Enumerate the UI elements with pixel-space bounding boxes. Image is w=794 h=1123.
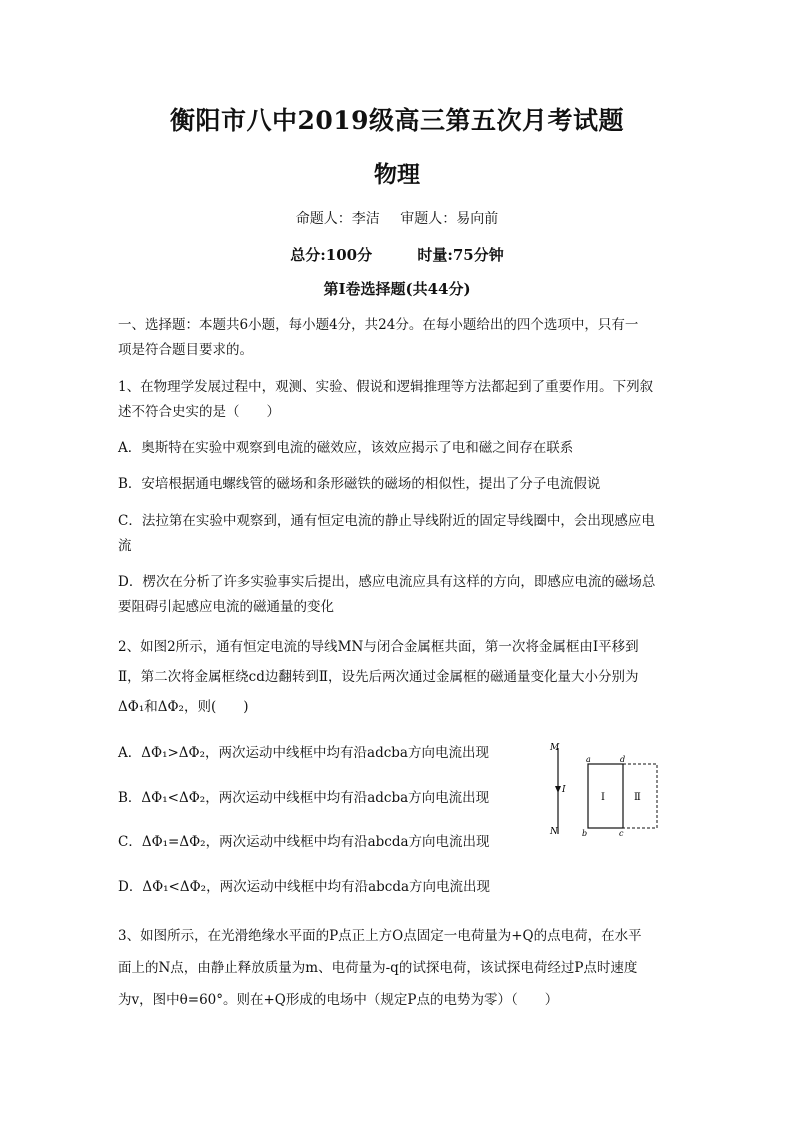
question-line: 面上的N点，由静止释放质量为m、电荷量为-q的试探电荷，该试探电荷经过P点时速度 [118,960,638,976]
question-line: 述不符合史实的是（ ） [118,404,280,420]
section-title: 第Ⅰ卷选择题(共44分) [323,280,471,298]
instructions [118,313,678,363]
question-3-stem [118,920,678,1016]
exam-title: 衡阳市八中2019级高三第五次月考试题 [169,106,625,135]
score-time-line [0,244,794,265]
option-line: D．楞次在分析了许多实验事实后提出，感应电流应具有这样的方向，即感应电流的磁场总 [118,574,656,590]
question-line: 1、在物理学发展过程中，观测、实验、假说和逻辑推理等方法都起到了重要作用。下列叙 [118,379,654,395]
question-1-option-c [118,509,678,559]
question-line: 3、如图所示，在光滑绝缘水平面的P点正上方O点固定一电荷量为+Q的点电荷，在水平 [118,928,642,944]
label-a: a [586,755,591,764]
question-1-option-b: B．安培根据通电螺线管的磁场和条形磁铁的磁场的相似性，提出了分子电流假说 [118,476,601,492]
option-line: 要阻碍引起感应电流的磁通量的变化 [118,599,334,615]
question-1-stem [118,375,678,425]
option-line: 流 [118,538,132,554]
label-c: c [619,829,624,838]
question-2-option-b: B．ΔΦ₁<ΔΦ₂，两次运动中线框中均有沿adcba方向电流出现 [118,790,490,806]
label-n: N [550,827,558,837]
reviewer: 审题人：易向前 [400,211,499,227]
label-region-1: Ⅰ [601,792,605,803]
authors-line [0,208,794,228]
question-line: 2、如图2所示，通有恒定电流的导线MN与闭合金属框共面，第一次将金属框由Ⅰ平移到 [118,639,639,655]
question-2-stem [118,632,678,722]
option-line: C．法拉第在实验中观察到，通有恒定电流的静止导线附近的固定导线圈中，会出现感应电 [118,513,655,529]
question-2-option-d: D．ΔΦ₁<ΔΦ₂，两次运动中线框中均有沿abcda方向电流出现 [118,879,491,895]
question-line: ΔΦ₁和ΔΦ₂，则( ) [118,699,249,715]
label-region-2: Ⅱ [634,792,641,803]
question-2-figure [548,740,664,838]
label-d: d [620,755,626,764]
instructions-line: 项是符合题目要求的。 [118,342,253,358]
question-line: 为v，图中θ=60°。则在+Q形成的电场中（规定P点的电势为零）（ ） [118,992,559,1008]
instructions-line: 一、选择题：本题共6小题，每小题4分，共24分。在每小题给出的四个选项中，只有一 [118,317,639,333]
label-b: b [582,829,588,838]
question-1-option-a: A．奥斯特在实验中观察到电流的磁效应，该效应揭示了电和磁之间存在联系 [118,440,574,456]
total-score: 总分:100分 [290,246,373,264]
label-i: I [562,785,566,795]
time-limit: 时量:75分钟 [417,246,504,264]
subject-title: 物理 [374,161,420,188]
frame-region-1 [588,764,623,828]
question-2-option-a: A．ΔΦ₁>ΔΦ₂，两次运动中线框中均有沿adcba方向电流出现 [118,745,489,761]
question-line: Ⅱ，第二次将金属框绕cd边翻转到Ⅱ，设先后两次通过金属框的磁通量变化量大小分别为 [118,669,639,685]
label-m: M [550,743,560,753]
setter: 命题人：李洁 [295,211,380,227]
current-arrow-icon [555,786,561,793]
question-1-option-d [118,570,678,620]
question-2-option-c: C．ΔΦ₁=ΔΦ₂，两次运动中线框中均有沿abcda方向电流出现 [118,834,490,850]
